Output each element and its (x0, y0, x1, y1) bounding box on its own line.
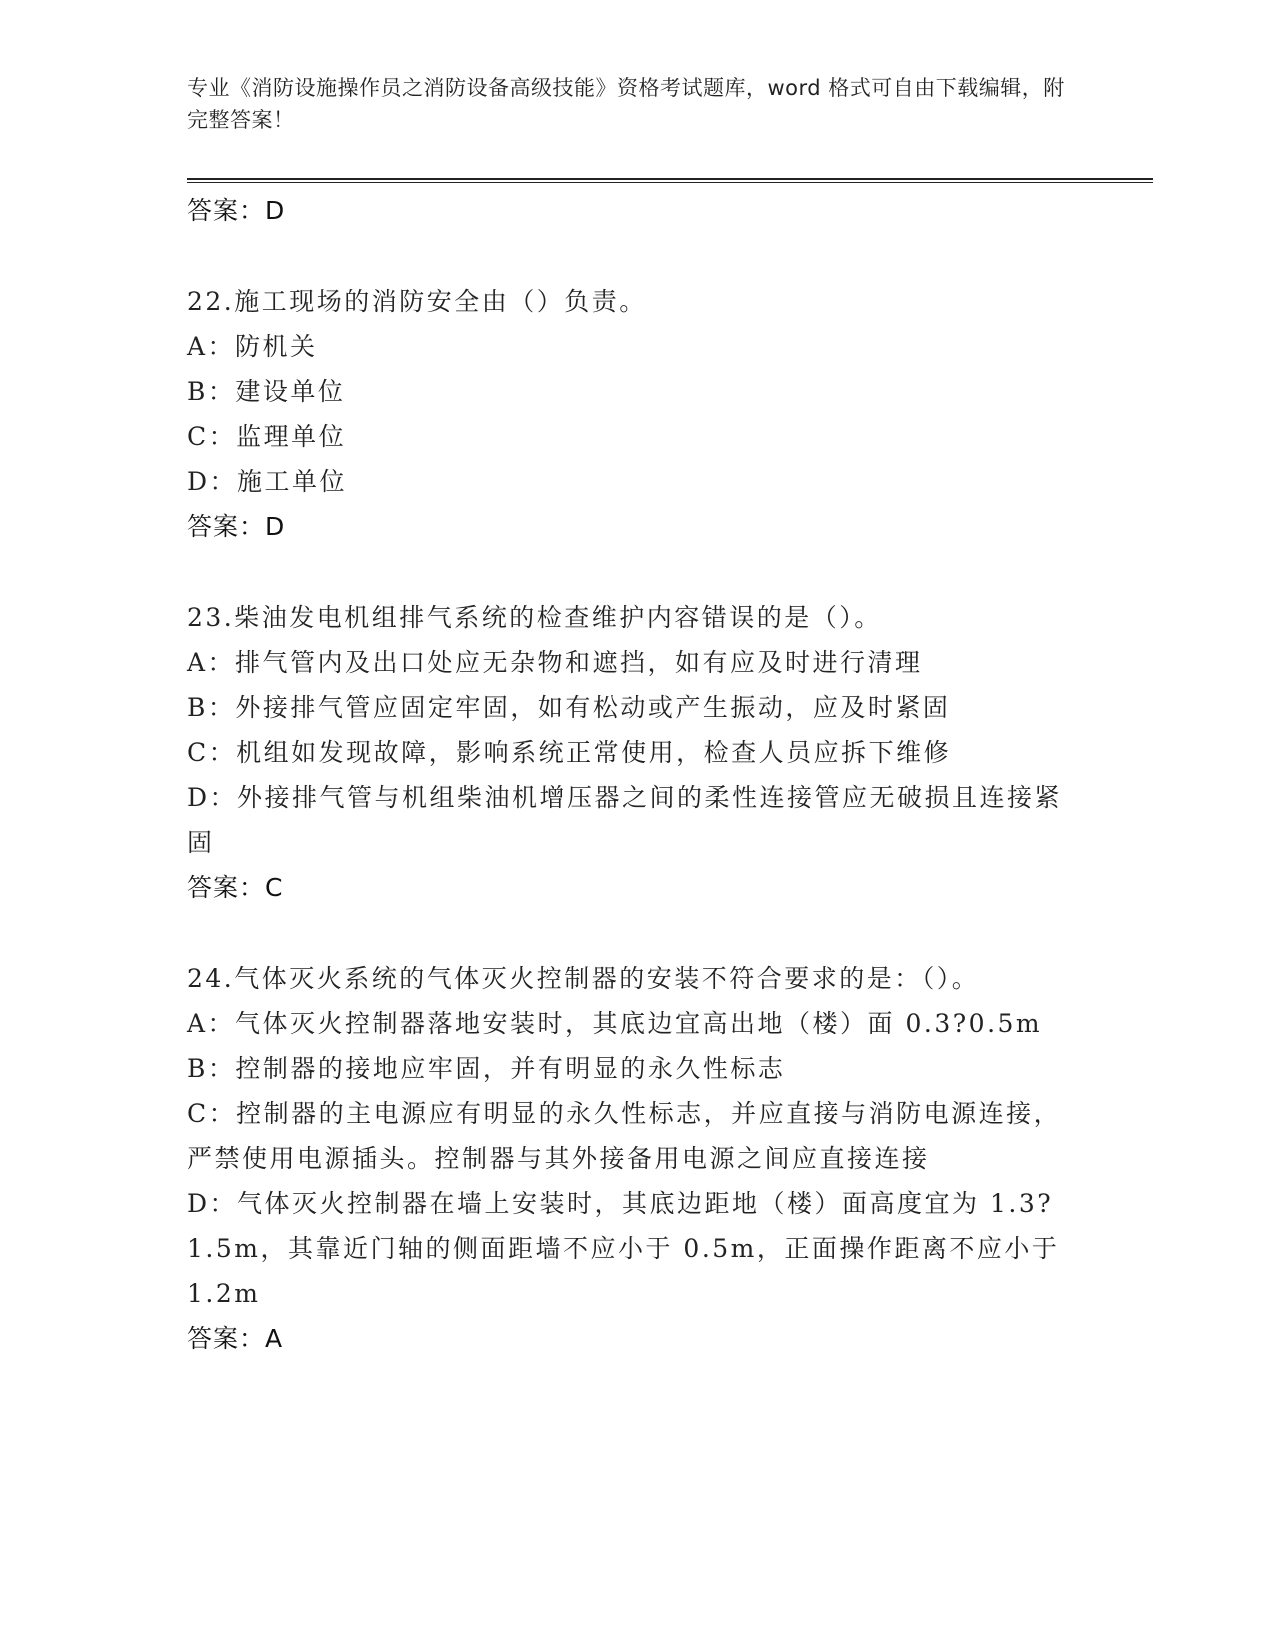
question-content (187, 188, 1087, 1361)
option-a: A：气体灭火控制器落地安装时，其底边宜高出地（楼）面 0.3?0.5m (187, 1009, 1043, 1038)
option-b: B：建设单位 (187, 377, 346, 406)
option-a: A：防机关 (187, 332, 318, 361)
previous-answer: 答案：D (187, 196, 286, 225)
question-24 (187, 956, 1087, 1361)
document-header: 专业《消防设施操作员之消防设备高级技能》资格考试题库，word 格式可自由下载编辑，附完整答案！ (187, 76, 1065, 132)
option-d: D：气体灭火控制器在墙上安装时，其底边距地（楼）面高度宜为 1.3?1.5m，其靠近门轴的侧面距墙不应小于 0.5m，正面操作距离不应小于 1.2m (187, 1189, 1060, 1308)
option-c: C：监理单位 (187, 422, 347, 451)
question-22 (187, 279, 1087, 549)
question-stem: 22.施工现场的消防安全由（）负责。 (187, 287, 647, 316)
header-divider (187, 178, 1153, 183)
option-b: B：控制器的接地应牢固，并有明显的永久性标志 (187, 1054, 786, 1083)
answer-line: 答案：C (187, 873, 284, 902)
question-stem: 24.气体灭火系统的气体灭火控制器的安装不符合要求的是：（）。 (187, 964, 980, 993)
option-d: D：施工单位 (187, 467, 348, 496)
answer-line: 答案：A (187, 1324, 284, 1353)
answer-line: 答案：D (187, 512, 286, 541)
option-d: D：外接排气管与机组柴油机增压器之间的柔性连接管应无破损且连接紧固 (187, 783, 1063, 857)
option-a: A：排气管内及出口处应无杂物和遮挡，如有应及时进行清理 (187, 648, 923, 677)
question-stem: 23.柴油发电机组排气系统的检查维护内容错误的是（）。 (187, 603, 882, 632)
option-c: C：机组如发现故障，影响系统正常使用，检查人员应拆下维修 (187, 738, 952, 767)
option-c: C：控制器的主电源应有明显的永久性标志，并应直接与消防电源连接，严禁使用电源插头。控制器与其外接备用电源之间应直接连接 (187, 1099, 1062, 1173)
option-b: B：外接排气管应固定牢固，如有松动或产生振动，应及时紧固 (187, 693, 951, 722)
question-23 (187, 595, 1087, 910)
